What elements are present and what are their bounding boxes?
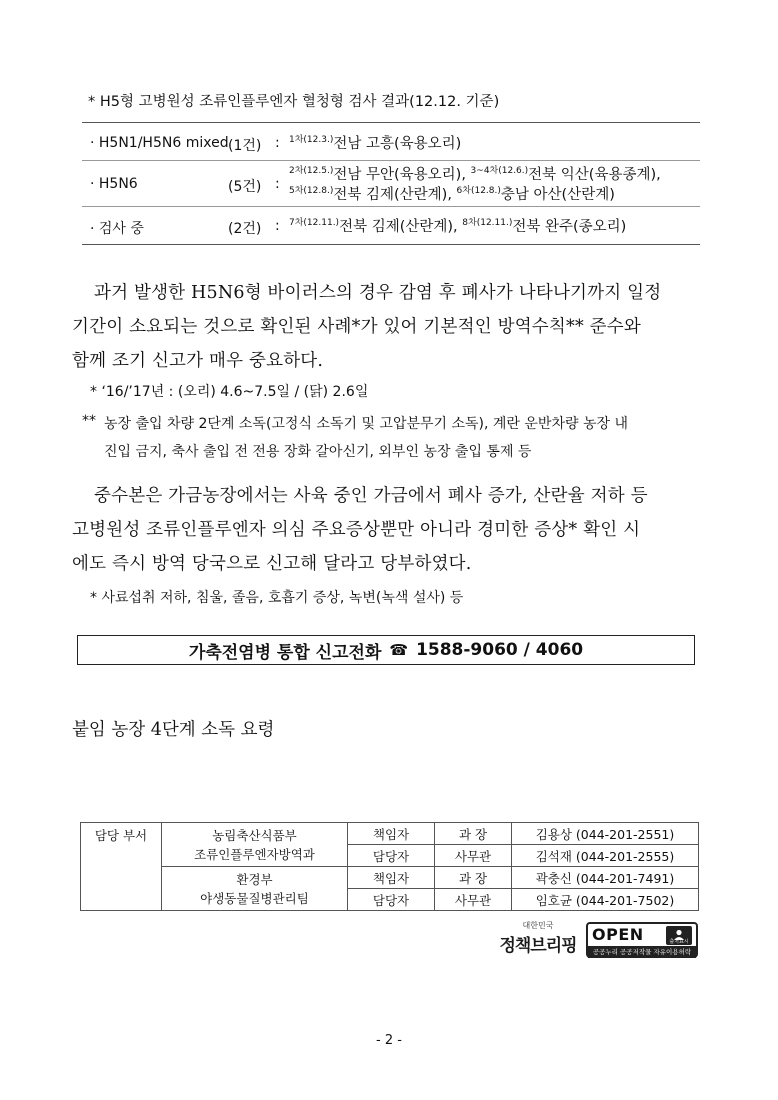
table-row [81, 823, 699, 845]
role-cell: 책임자 [348, 867, 435, 889]
para-line: 에도 즉시 방역 당국으로 신고해 달라고 당부하였다. [72, 554, 472, 574]
role-cell: 담당자 [348, 845, 435, 867]
row-detail-line1: $^{2차(12.5.)}$전남 무안(육용오리), $^{3\sim 4차(12.6.)}$전북 익산(육용종계), [289, 166, 661, 183]
paragraph-1 [72, 276, 706, 378]
footnote-3: * 사료섭취 저하, 침울, 졸음, 호흡기 증상, 녹변(녹색 설사) 등 [90, 590, 464, 606]
table-top-rule [82, 122, 700, 123]
title-cell: 사무관 [435, 889, 512, 911]
name-cell: 김석재 (044-201-2555) [512, 845, 699, 867]
hotline-number: 1588-9060 / 4060 [416, 640, 584, 660]
role-cell: 담당자 [348, 889, 435, 911]
hotline-label: 가축전염병 통합 신고전화 [188, 642, 382, 663]
title-cell: 사무관 [435, 845, 512, 867]
row-type: · H5N1/H5N6 mixed [90, 135, 229, 151]
attachment-note: 붙임 농장 4단계 소독 요령 [72, 720, 275, 740]
footnote-1: * ‘16/’17년 : (오리) 4.6~7.5일 / (닭) 2.6일 [90, 384, 369, 400]
table-rule [82, 206, 700, 207]
name-cell: 김용상 (044-201-2551) [512, 823, 699, 845]
row-count: (2건) [228, 221, 262, 237]
page-number: - 2 - [376, 1033, 402, 1048]
row-type: · 검사 중 [90, 221, 144, 237]
footnote-2-line1: 농장 출입 차량 2단계 소독(고정식 소독기 및 고압분무기 소독), 계란 운반차량 농장 내 [104, 416, 628, 432]
table-rule [82, 160, 700, 161]
row-type: · H5N6 [90, 176, 138, 192]
table-row [81, 867, 699, 889]
para-line: 중수본은 가금농장에서는 사육 중인 가금에서 폐사 증가, 산란율 저하 등 [94, 486, 648, 506]
row-count: (1건) [228, 138, 262, 154]
para-line: 고병원성 조류인플루엔자 의심 주요증상뿐만 아니라 경미한 증상* 확인 시 [72, 520, 641, 540]
kogl-open-logo: OPEN 출처표시 공공누리 공공저작물 자유이용허락 [586, 922, 698, 958]
paragraph-2 [72, 479, 706, 581]
footnote-2-line2: 진입 금지, 축사 출입 전 전용 장화 갈아신기, 외부인 농장 출입 통제 등 [104, 444, 532, 460]
role-cell: 책임자 [348, 823, 435, 845]
row-count: (5건) [228, 179, 262, 195]
dept-header: 담당 부서 [81, 823, 162, 911]
row-colon: : [275, 218, 280, 234]
dept-cell: 환경부 야생동물질병관리팀 [162, 867, 348, 911]
para-line: 함께 조기 신고가 매우 중요하다. [72, 351, 324, 371]
name-cell: 임호균 (044-201-7502) [512, 889, 699, 911]
row-colon: : [275, 135, 280, 151]
row-detail-line2: $^{5차(12.8.)}$전북 김제(산란계), $^{6차(12.8.)}$충남 아산(산란계) [289, 186, 615, 203]
dept-cell: 농림축산식품부 조류인플루엔자방역과 [162, 823, 348, 867]
hotline-box [77, 635, 695, 665]
row-detail: $^{1차(12.3.)}$전남 고흥(육용오리) [289, 135, 462, 152]
table-bottom-rule [82, 244, 700, 245]
title-cell: 과 장 [435, 823, 512, 845]
name-cell: 곽충신 (044-201-7491) [512, 867, 699, 889]
attribution-icon: 출처표시 [666, 926, 692, 945]
contact-table [80, 822, 699, 911]
footnote-2-marker: ** [82, 413, 96, 429]
row-colon: : [275, 176, 280, 192]
telephone-icon: ☎ [389, 641, 409, 659]
results-title: * H5형 고병원성 조류인플루엔자 혈청형 검사 결과(12.12. 기준) [88, 94, 500, 110]
policy-briefing-logo: 대한민국 정책브리핑 [499, 921, 577, 956]
row-detail: $^{7차(12.11.)}$전북 김제(산란계), $^{8차(12.11.)}$전북 완주(종오리) [289, 218, 627, 235]
title-cell: 과 장 [435, 867, 512, 889]
para-line: 기간이 소요되는 것으로 확인된 사례*가 있어 기본적인 방역수칙** 준수와 [72, 317, 641, 337]
para-line: 과거 발생한 H5N6형 바이러스의 경우 감염 후 폐사가 나타나기까지 일정 [94, 283, 662, 303]
